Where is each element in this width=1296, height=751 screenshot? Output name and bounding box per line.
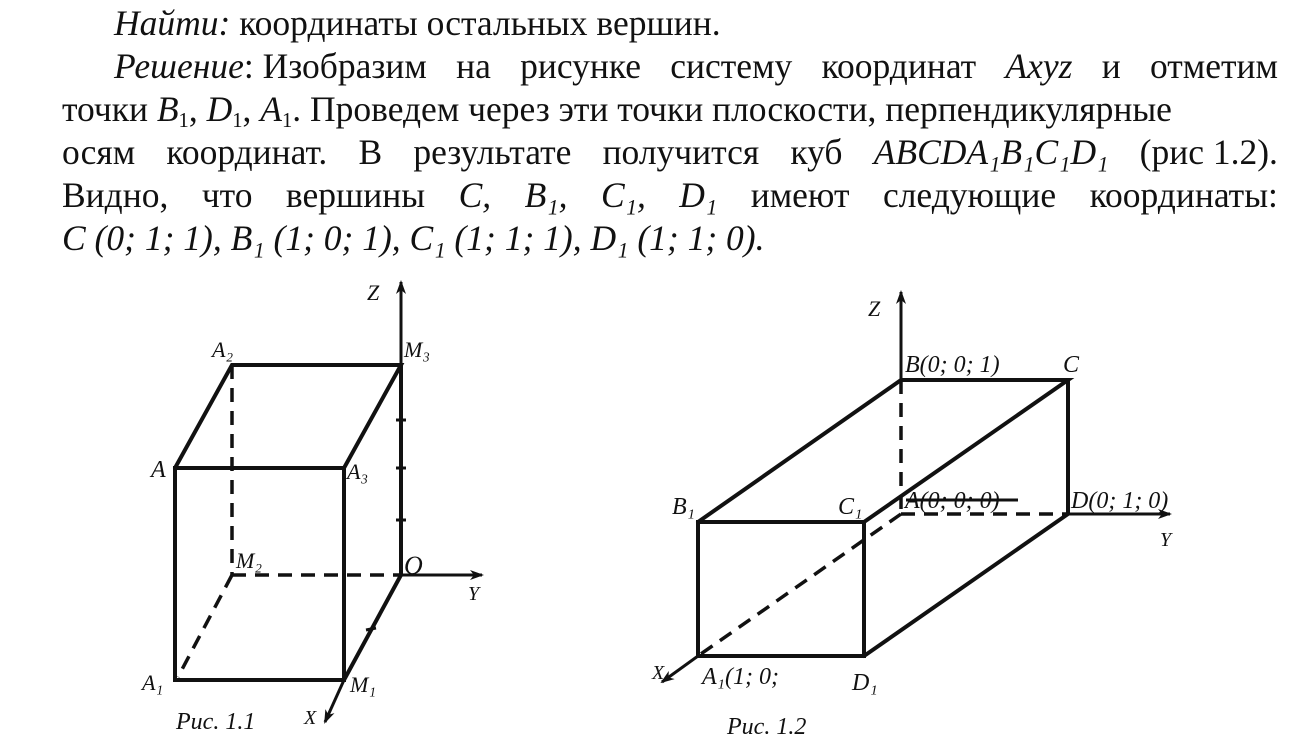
- fig1-o-label: O: [404, 551, 423, 580]
- word: точки: [62, 89, 157, 129]
- word: и: [1101, 46, 1121, 86]
- find-text: координаты остальных вершин.: [230, 3, 721, 43]
- subscript: 1: [281, 109, 293, 132]
- x-axis: [662, 656, 698, 682]
- point-label: D: [206, 89, 233, 129]
- fig2-x-label: X: [652, 662, 665, 684]
- fig1-m3-label: M₃: [404, 337, 430, 362]
- solution-label: Решение: [114, 46, 244, 86]
- word: (рис 1.2).: [1139, 132, 1278, 172]
- separator: ,: [188, 89, 207, 129]
- word: В: [358, 132, 383, 172]
- fig2-c-label: C: [1063, 352, 1080, 378]
- word: Видно,: [62, 175, 169, 215]
- word: что: [201, 175, 253, 215]
- word: результате: [413, 132, 572, 172]
- subscript: 1: [178, 109, 189, 132]
- solution-colon: :: [243, 46, 263, 86]
- fig1-z-label: Z: [367, 280, 380, 305]
- fig2-c1-label: C₁: [838, 494, 863, 520]
- figure-1-2-caption: Рис. 1.2: [727, 714, 807, 740]
- word: осям: [62, 132, 136, 172]
- point-label: A: [260, 89, 282, 129]
- word: следующие: [882, 175, 1057, 215]
- word: Axyz: [1005, 46, 1073, 86]
- word: координаты:: [1089, 175, 1278, 215]
- fig2-b1-label: B₁: [672, 494, 696, 520]
- word: имеют: [750, 175, 850, 215]
- word: систему: [670, 46, 793, 86]
- fig2-z-label: Z: [868, 296, 881, 321]
- word: получится: [602, 132, 760, 172]
- fig2-a-label: A(0; 0; 0): [905, 488, 1000, 514]
- subscript: 1: [232, 109, 243, 132]
- word: на: [456, 46, 491, 86]
- word: координат.: [166, 132, 328, 172]
- fig2-d-label: D(0; 1; 0): [1071, 488, 1169, 514]
- figure-1-1-caption: Рис. 1.1: [176, 709, 256, 735]
- find-label: Найти:: [114, 3, 231, 43]
- word: куб: [790, 132, 843, 172]
- fig2-a1-label: A₁(1; 0;: [702, 664, 779, 690]
- fig1-y-label: Y: [468, 583, 480, 605]
- fig1-m1-label: M₁: [350, 672, 376, 697]
- word: C,: [458, 175, 492, 215]
- word: C₁,: [600, 175, 646, 215]
- fig2-y-label: Y: [1160, 529, 1172, 551]
- word: вершины: [285, 175, 426, 215]
- point-label: B: [156, 89, 179, 129]
- word: . Проведем через эти точки плоскости, перпендикулярные: [292, 89, 1172, 129]
- word: ABCDA₁B₁C₁D₁: [873, 132, 1109, 172]
- word: D₁: [679, 175, 718, 215]
- word: B₁,: [524, 175, 568, 215]
- fig2-b-label: B(0; 0; 1): [905, 352, 1000, 378]
- fig1-a-label: A: [151, 457, 166, 483]
- fig1-a1-label: A₁: [142, 670, 164, 695]
- word: координат: [821, 46, 977, 86]
- coordinates-line: C (0; 1; 1), B₁ (1; 0; 1), C₁ (1; 1; 1), D₁ (1; 1; 0).: [62, 218, 765, 258]
- fig1-a3-label: A₃: [347, 459, 369, 484]
- fig1-x-label: X: [304, 707, 317, 729]
- word: Изобразим: [262, 46, 427, 86]
- word: рисунке: [520, 46, 642, 86]
- fig1-m2-label: M₂: [236, 548, 262, 573]
- word: отметим: [1149, 46, 1278, 86]
- front-face: [698, 522, 864, 656]
- hidden-diagonal-edge: [698, 514, 901, 656]
- fig2-d1-label: D₁: [852, 670, 878, 696]
- fig1-a2-label: A₂: [212, 337, 234, 362]
- separator: ,: [242, 89, 261, 129]
